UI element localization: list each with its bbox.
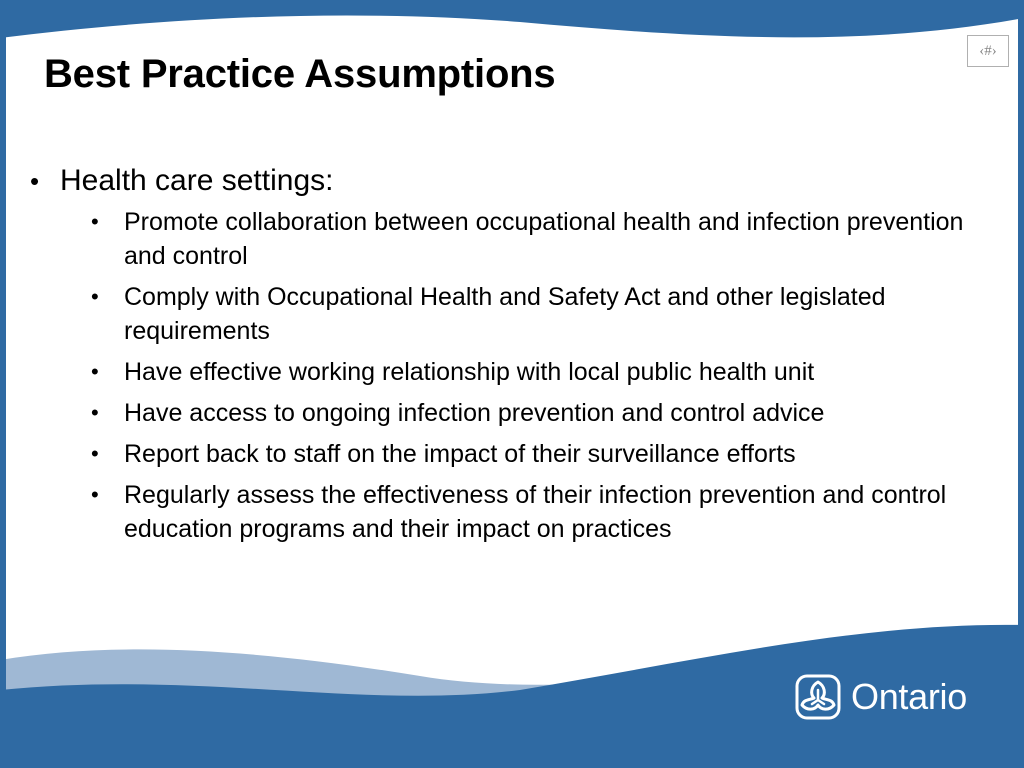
list-item-text: Report back to staff on the impact of their surveillance efforts (124, 440, 796, 468)
bullet-icon: • (91, 359, 99, 384)
list-item (30, 396, 980, 430)
bullet-heading-text: Health care settings: (60, 164, 334, 197)
list-item (30, 478, 980, 546)
list-item-text: Have access to ongoing infection prevention and control advice (124, 399, 825, 427)
bullet-icon: • (91, 441, 99, 466)
list-item-text: Have effective working relationship with local public health unit (124, 358, 815, 386)
sub-bullet-list (30, 205, 980, 546)
bullet-icon: • (30, 166, 40, 196)
bullet-icon: • (91, 209, 99, 234)
list-item (30, 205, 980, 273)
list-item-text: Promote collaboration between occupational health and infection prevention and control (124, 208, 964, 270)
bullet-icon: • (91, 284, 99, 309)
bullet-icon: • (91, 482, 99, 507)
bullet-heading (30, 163, 980, 199)
slide-content (30, 163, 980, 553)
list-item (30, 437, 980, 471)
bullet-icon: • (91, 400, 99, 425)
list-item-text: Regularly assess the effectiveness of their infection prevention and control education programs and their impact on practices (124, 481, 947, 543)
list-item (30, 355, 980, 389)
trillium-icon (795, 674, 841, 720)
list-item (30, 280, 980, 348)
list-item-text: Comply with Occupational Health and Safety Act and other legislated requirements (124, 283, 886, 345)
slide-title: Best Practice Assumptions (44, 52, 556, 96)
logo-text: Ontario (851, 676, 967, 717)
page-number: ‹#› (967, 35, 1009, 67)
ontario-logo (795, 673, 967, 721)
